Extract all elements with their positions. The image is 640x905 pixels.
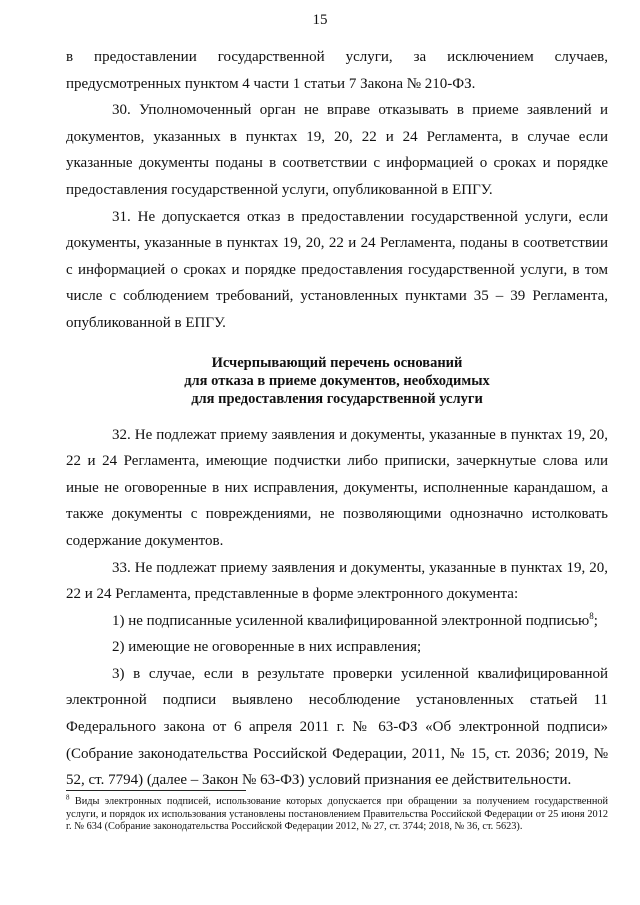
heading-line-3: для предоставления государственной услуги [191,390,483,407]
footnote-divider [66,790,246,791]
list-item-2: 2) имеющие не оговоренные в них исправления; [112,639,422,656]
list-item-3: 3) в случае, если в результате проверки усиленной квалифицированной электронной подписи выявлено несоблюдение установленных статьей 11 Федерального закона от 6 апреля 2011 г. № 63-ФЗ «Об электронной подписи» (Собрание законодательства Российской Федерации, 2011, № 15, ст. 2036; 2019, № 52, ст. 7794) (далее – Закон № 63-ФЗ) условий признания ее действительности. [66,665,608,789]
footnote-text: Виды электронных подписей, использование которых допускается при обращении за получением государственной услуги, и порядок их использования установлены постановлением Правительства Российской Федерации от 25 июня 2012 г. № 634 (Собрание законодательства Российской Федерации 2012, № 27, ст. 3744; 2018, № 36, ст. 5623). [66,796,608,832]
paragraph-33: 33. Не подлежат приему заявления и документы, указанные в пунктах 19, 20, 22 и 24 Регламента, представленные в форме электронного документа: [66,559,608,603]
footnote-reference: 8 [589,610,594,621]
list-item-1-text: 1) не подписанные усиленной квалифицированной электронной подписью [112,612,590,629]
footnote [66,793,608,834]
paragraph-continuation: в предоставлении государственной услуги, за исключением случаев, предусмотренных пунктом 4 части 1 статьи 7 Закона № 210-ФЗ. [66,49,608,92]
footnote-mark: 8 [66,793,70,802]
paragraph-31: 31. Не допускается отказ в предоставлении государственной услуги, если документы, указанные в пунктах 19, 20, 22 и 24 Регламента, поданы в соответствии с информацией о сроках и порядке предоставления государственной услуги, в том числе с соблюдением требований, установленных пунктами 35 – 39 Регламента, опубликованной в ЕПГУ. [66,208,608,331]
page-number: 15 [312,12,328,28]
paragraph-32: 32. Не подлежат приему заявления и документы, указанные в пунктах 19, 20, 22 и 24 Регламента, имеющие подчистки либо приписки, зачеркнутые слова или иные не оговоренные в них исправления, документы, исполненные карандашом, а также документы с повреждениями, не позволяющими однозначно истолковать содержание документов. [66,426,608,549]
heading-line-2: для отказа в приеме документов, необходимых [184,372,490,389]
heading-line-1: Исчерпывающий перечень оснований [211,354,463,371]
list-item-1-end: ; [593,612,598,629]
list-item-1 [66,608,608,635]
document-body [66,44,608,794]
section-heading [66,354,608,408]
paragraph-30: 30. Уполномоченный орган не вправе отказывать в приеме заявлений и документов, указанных в пунктах 19, 20, 22 и 24 Регламента, в случае если указанные документы поданы в соответствии с информацией о сроках и порядке предоставления государственной услуги, опубликованной в ЕПГУ. [66,102,608,198]
